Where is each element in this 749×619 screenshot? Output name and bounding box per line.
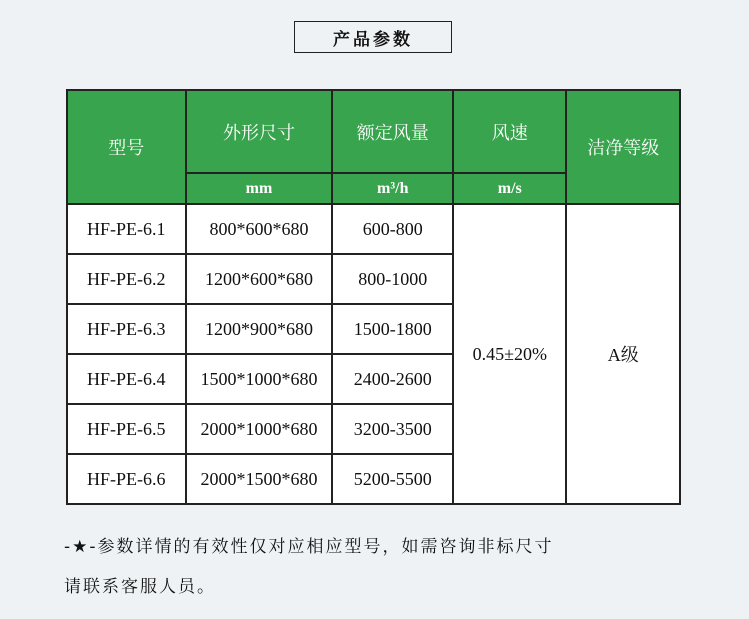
- cell-model: HF-PE-6.5: [67, 404, 186, 454]
- product-spec-table: [66, 89, 681, 505]
- cell-model: HF-PE-6.6: [67, 454, 186, 504]
- header-size: 外形尺寸: [186, 90, 333, 173]
- cell-size: 2000*1500*680: [186, 454, 333, 504]
- page-title: 产品参数: [294, 21, 452, 53]
- cell-airflow: 5200-5500: [332, 454, 453, 504]
- cell-speed: 0.45±20%: [453, 204, 566, 504]
- header-model: 型号: [67, 90, 186, 204]
- unit-size: mm: [186, 173, 333, 204]
- cell-model: HF-PE-6.3: [67, 304, 186, 354]
- unit-speed: m/s: [453, 173, 566, 204]
- table-header-row: [67, 90, 680, 173]
- cell-airflow: 800-1000: [332, 254, 453, 304]
- cell-airflow: 1500-1800: [332, 304, 453, 354]
- header-airflow: 额定风量: [332, 90, 453, 173]
- header-speed: 风速: [453, 90, 566, 173]
- cell-size: 800*600*680: [186, 204, 333, 254]
- cell-model: HF-PE-6.1: [67, 204, 186, 254]
- cell-cleanliness: A级: [566, 204, 680, 504]
- header-cleanliness: 洁净等级: [566, 90, 680, 204]
- cell-size: 1200*900*680: [186, 304, 333, 354]
- cell-model: HF-PE-6.4: [67, 354, 186, 404]
- cell-size: 1500*1000*680: [186, 354, 333, 404]
- cell-airflow: 600-800: [332, 204, 453, 254]
- cell-model: HF-PE-6.2: [67, 254, 186, 304]
- cell-size: 1200*600*680: [186, 254, 333, 304]
- cell-airflow: 3200-3500: [332, 404, 453, 454]
- note-line-2: 请联系客服人员。: [64, 577, 216, 597]
- cell-airflow: 2400-2600: [332, 354, 453, 404]
- table-row: [67, 204, 680, 254]
- cell-size: 2000*1000*680: [186, 404, 333, 454]
- unit-airflow: m³/h: [332, 173, 453, 204]
- note-line-1: -★-参数详情的有效性仅对应相应型号，如需咨询非标尺寸: [64, 537, 554, 557]
